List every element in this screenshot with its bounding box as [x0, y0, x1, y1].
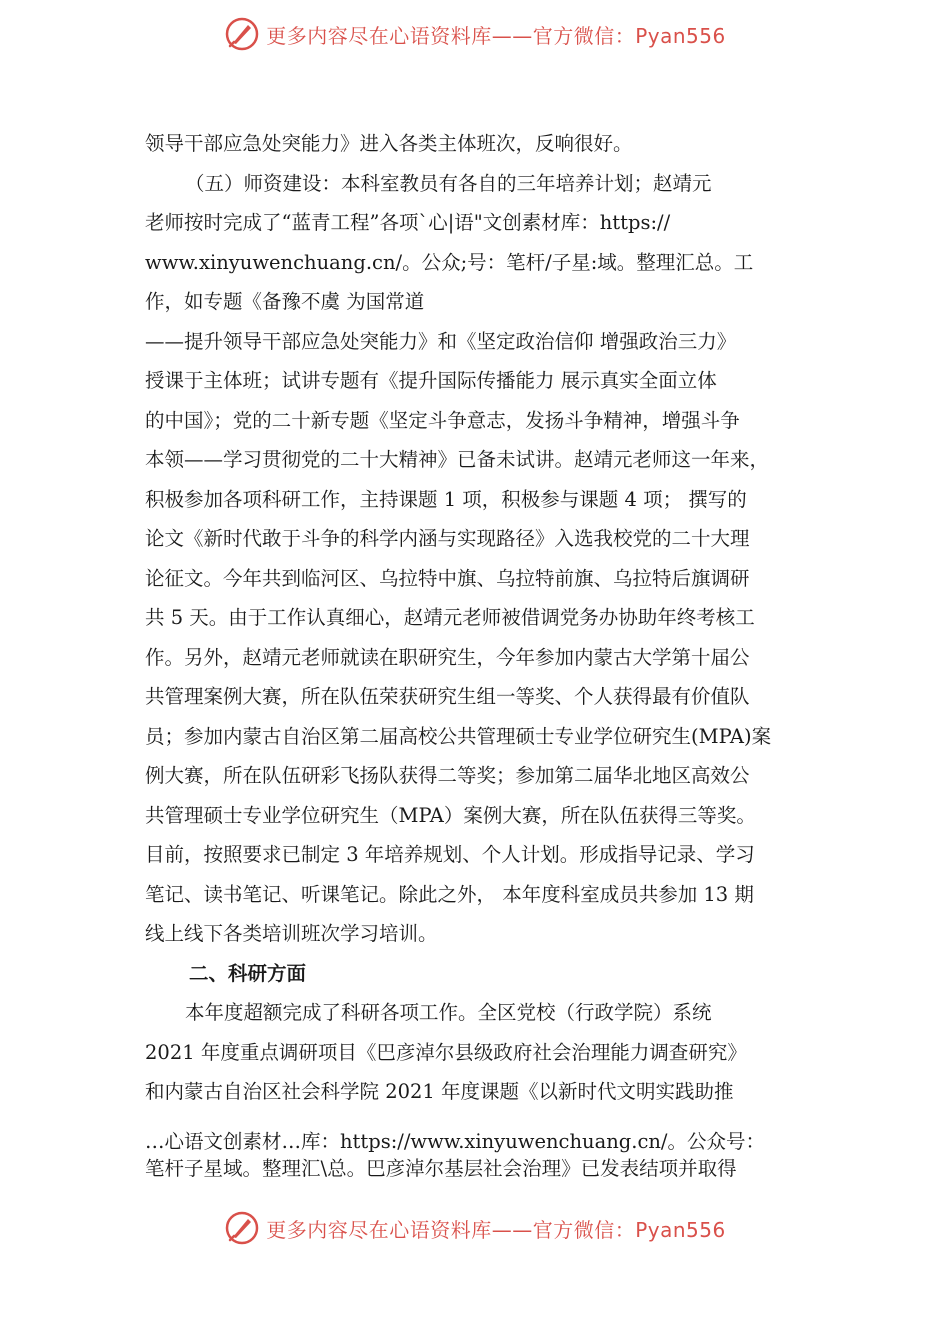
body-line: 老师按时完成了“蓝青工程”各项`心|语"文创素材库：https:// — [145, 211, 671, 234]
body-line: 领导干部应急处突能力》进入各类主体班次，反响很好。 — [145, 132, 633, 155]
feather-pen-logo-icon — [224, 1210, 260, 1246]
body-line: 共管理硕士专业学位研究生（MPA）案例大赛，所在队伍获得三等奖。 — [145, 803, 756, 827]
section-heading: 二、科研方面 — [189, 961, 307, 985]
section-line: 2021 年度重点调研项目《巴彦淖尔县级政府社会治理能力调查研究》 — [145, 1040, 747, 1064]
footer-line: …心语文创素材…库：https://www.xinyuwenchuang.cn/。公众号： — [145, 1130, 766, 1153]
body-line: 论文《新时代敢于斗争的科学内涵与实现路径》入选我校党的二十大理 — [145, 527, 750, 550]
watermark-footer-text — [145, 1128, 845, 1182]
body-line: 作。另外，赵靖元老师就读在职研究生，今年参加内蒙古大学第十届公 — [145, 645, 750, 669]
body-line: 的中国》；党的二十新专题《坚定斗争意志，发扬斗争精神，增强斗争 — [145, 408, 740, 432]
footer-banner-text: 更多内容尽在心语资料库——官方微信：Pyan556 — [266, 1217, 726, 1242]
body-line: 授课于主体班；试讲专题有《提升国际传播能力 展示真实全面立体 — [145, 369, 717, 392]
section-line: 和内蒙古自治区社会科学院 2021 年度课题《以新时代文明实践助推 — [145, 1080, 734, 1103]
feather-pen-logo-icon — [224, 16, 260, 52]
document-body — [145, 124, 825, 1112]
body-line: www.xinyuwenchuang.cn/。公众;号：笔杆/子星:域。整理汇总。工 — [145, 250, 754, 274]
body-line: 积极参加各项科研工作，主持课题 1 项，积极参与课题 4 项； 撰写的 — [145, 487, 747, 511]
body-line: ——提升领导干部应急处突能力》和《坚定政治信仰 增强政治三力》 — [145, 329, 737, 353]
header-banner-text: 更多内容尽在心语资料库——官方微信：Pyan556 — [266, 23, 726, 48]
body-line: 作，如专题《备豫不虞 为国常道 — [145, 290, 425, 313]
body-line: 线上线下各类培训班次学习培训。 — [145, 922, 438, 945]
body-line: 本领——学习贯彻党的二十大精神》已备未试讲。赵靖元老师这一年来， — [145, 448, 770, 471]
body-line: 员；参加内蒙古自治区第二届高校公共管理硕士专业学位研究生(MPA)案 — [145, 724, 772, 748]
body-line: （五）师资建设：本科室教员有各自的三年培养计划；赵靖元 — [185, 171, 712, 195]
body-line: 共 5 天。由于工作认真细心，赵靖元老师被借调党务办协助年终考核工 — [145, 606, 755, 629]
footer-line: 笔杆子星域。整理汇\总。巴彦淖尔基层社会治理》已发表结项并取得 — [145, 1157, 737, 1180]
body-line: 笔记、读书笔记、听课笔记。除此之外， 本年度科室成员共参加 13 期 — [145, 882, 754, 906]
footer-banner — [0, 1210, 950, 1246]
section-line: 本年度超额完成了科研各项工作。全区党校（行政学院）系统 — [185, 1001, 712, 1024]
body-line: 例大赛，所在队伍研彩飞扬队获得二等奖；参加第二届华北地区高效公 — [145, 764, 750, 787]
body-line: 论征文。今年共到临河区、乌拉特中旗、乌拉特前旗、乌拉特后旗调研 — [145, 566, 750, 590]
header-banner — [0, 16, 950, 52]
body-line: 目前，按照要求已制定 3 年培养规划、个人计划。形成指导记录、学习 — [145, 843, 755, 866]
body-line: 共管理案例大赛，所在队伍荣获研究生组一等奖、个人获得最有价值队 — [145, 685, 750, 708]
